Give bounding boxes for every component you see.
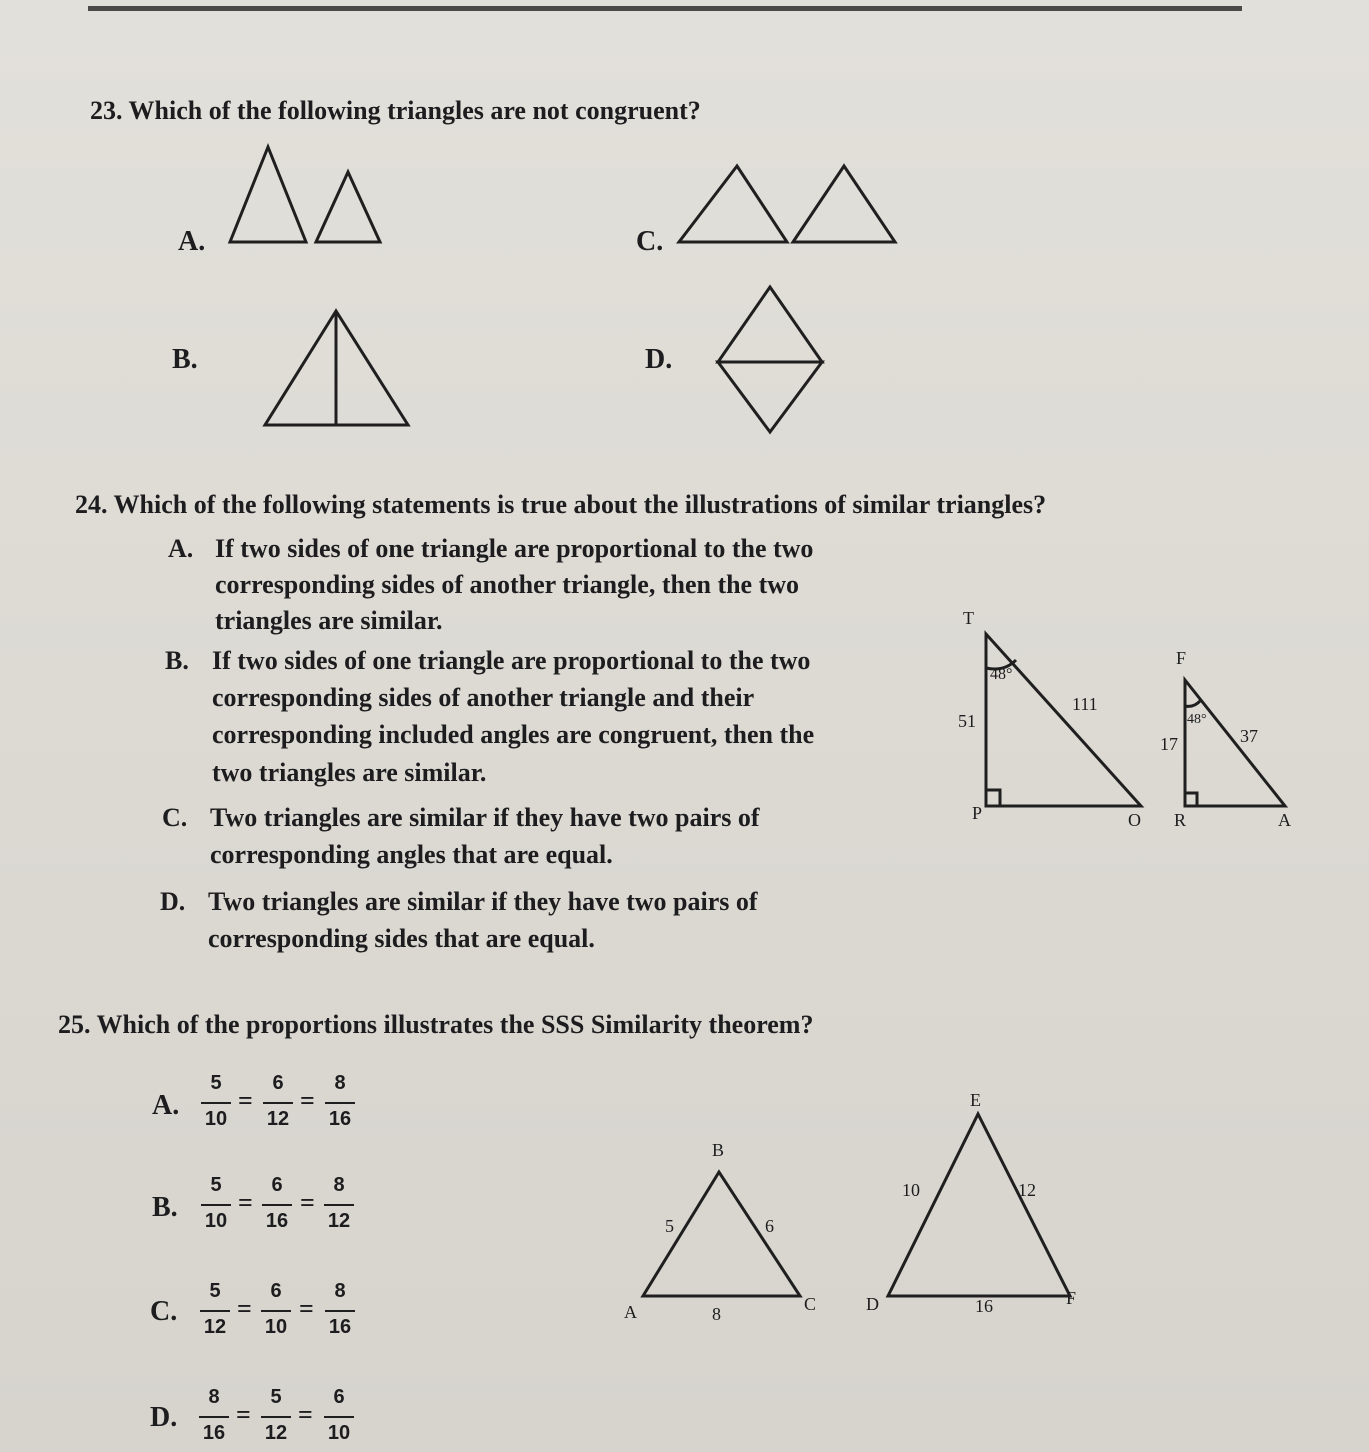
numerator: 8 (334, 1072, 346, 1094)
equals-sign: = (236, 1400, 251, 1429)
question-25: 25. Which of the proportions illustrates the SSS Similarity theorem? (58, 1010, 814, 1039)
numerator: 5 (209, 1280, 221, 1302)
denominator: 16 (265, 1210, 289, 1232)
fraction-bar (261, 1310, 291, 1312)
numerator: 6 (333, 1386, 345, 1408)
fraction-bar (324, 1416, 354, 1418)
numerator: 8 (334, 1280, 346, 1302)
denominator: 10 (264, 1316, 288, 1338)
top-border-line (88, 6, 1242, 11)
equals-sign: = (238, 1188, 253, 1217)
abc-side-ac: 8 (712, 1304, 721, 1324)
q25-option-b-label: B. (152, 1192, 178, 1223)
question-23: 23. Which of the following triangles are not congruent? (90, 96, 701, 125)
q24-option-b-line3: corresponding included angles are congruent, then the (212, 720, 815, 749)
q24-option-b-line1: If two sides of one triangle are proportional to the two (212, 646, 811, 675)
q24-option-d-line1: Two triangles are similar if they have two pairs of (208, 887, 758, 916)
def-side-df: 16 (975, 1296, 993, 1316)
def-vertex-f: F (1066, 1288, 1077, 1308)
numerator: 6 (272, 1072, 284, 1094)
big-side-left: 51 (958, 711, 976, 731)
fraction-bar (200, 1310, 230, 1312)
abc-side-bc: 6 (765, 1216, 774, 1236)
def-vertex-d: D (866, 1294, 879, 1314)
numerator: 6 (270, 1280, 282, 1302)
numerator: 5 (270, 1386, 282, 1408)
def-side-de: 10 (902, 1180, 920, 1200)
denominator: 12 (203, 1316, 227, 1338)
equals-sign: = (238, 1086, 253, 1115)
q23-option-a-label: A. (178, 226, 206, 257)
denominator: 16 (328, 1316, 352, 1338)
equals-sign: = (300, 1086, 315, 1115)
fraction-bar (201, 1102, 231, 1104)
denominator: 10 (327, 1422, 351, 1444)
q24-option-c-letter: C. (162, 803, 188, 832)
numerator: 5 (210, 1072, 222, 1094)
abc-vertex-c: C (804, 1294, 817, 1314)
small-side-left: 17 (1160, 734, 1178, 754)
numerator: 8 (333, 1174, 345, 1196)
q23-option-d-label: D. (645, 344, 673, 375)
big-vertex-p: P (972, 803, 983, 823)
q24-option-a-line2: corresponding sides of another triangle, then the two (215, 570, 800, 599)
big-angle-label: 48° (990, 666, 1013, 683)
def-vertex-e: E (970, 1090, 981, 1110)
denominator: 16 (202, 1422, 226, 1444)
fraction-bar (325, 1310, 355, 1312)
q24-option-b-line2: corresponding sides of another triangle and their (212, 683, 755, 712)
denominator: 10 (204, 1210, 228, 1232)
denominator: 12 (327, 1210, 351, 1232)
q25-option-a-label: A. (152, 1090, 180, 1121)
small-vertex-r: R (1174, 810, 1187, 830)
numerator: 5 (210, 1174, 222, 1196)
abc-side-ab: 5 (665, 1216, 674, 1236)
q23-option-b-label: B. (172, 344, 198, 375)
denominator: 16 (328, 1108, 352, 1130)
q24-option-b-line4: two triangles are similar. (212, 758, 487, 787)
fraction-bar (324, 1204, 354, 1206)
q23-option-c-label: C. (636, 226, 664, 257)
fraction-bar (325, 1102, 355, 1104)
equals-sign: = (300, 1188, 315, 1217)
q24-option-a-line1: If two sides of one triangle are proportional to the two (215, 534, 814, 563)
q24-option-a-letter: A. (168, 534, 194, 563)
equals-sign: = (237, 1294, 252, 1323)
small-angle-label: 48° (1187, 712, 1207, 727)
equals-sign: = (299, 1294, 314, 1323)
q24-option-c-line2: corresponding angles that are equal. (210, 840, 613, 869)
abc-vertex-a: A (624, 1302, 637, 1322)
q25-option-c-label: C. (150, 1296, 178, 1327)
question-24: 24. Which of the following statements is true about the illustrations of similar triangles? (75, 490, 1047, 519)
equals-sign: = (298, 1400, 313, 1429)
big-vertex-o: O (1128, 810, 1141, 830)
fraction-bar (263, 1102, 293, 1104)
fraction-bar (199, 1416, 229, 1418)
small-vertex-a: A (1278, 810, 1291, 830)
q24-option-d-letter: D. (160, 887, 186, 916)
q24-option-d-line2: corresponding sides that are equal. (208, 924, 595, 953)
q25-option-d-label: D. (150, 1402, 178, 1433)
small-side-hyp: 37 (1240, 726, 1258, 746)
big-side-hyp: 111 (1072, 694, 1098, 714)
numerator: 6 (271, 1174, 283, 1196)
fraction-bar (262, 1204, 292, 1206)
fraction-bar (261, 1416, 291, 1418)
big-vertex-t: T (963, 608, 974, 628)
denominator: 12 (266, 1108, 290, 1130)
def-side-ef: 12 (1018, 1180, 1036, 1200)
q25-triangle-def (0, 0, 1, 1)
numerator: 8 (208, 1386, 220, 1408)
small-vertex-f: F (1176, 648, 1187, 668)
denominator: 10 (204, 1108, 228, 1130)
denominator: 12 (264, 1422, 288, 1444)
q24-option-c-line1: Two triangles are similar if they have two pairs of (210, 803, 760, 832)
q24-option-b-letter: B. (165, 646, 189, 675)
fraction-bar (201, 1204, 231, 1206)
abc-vertex-b: B (712, 1140, 725, 1160)
q24-option-a-line3: triangles are similar. (215, 606, 443, 635)
